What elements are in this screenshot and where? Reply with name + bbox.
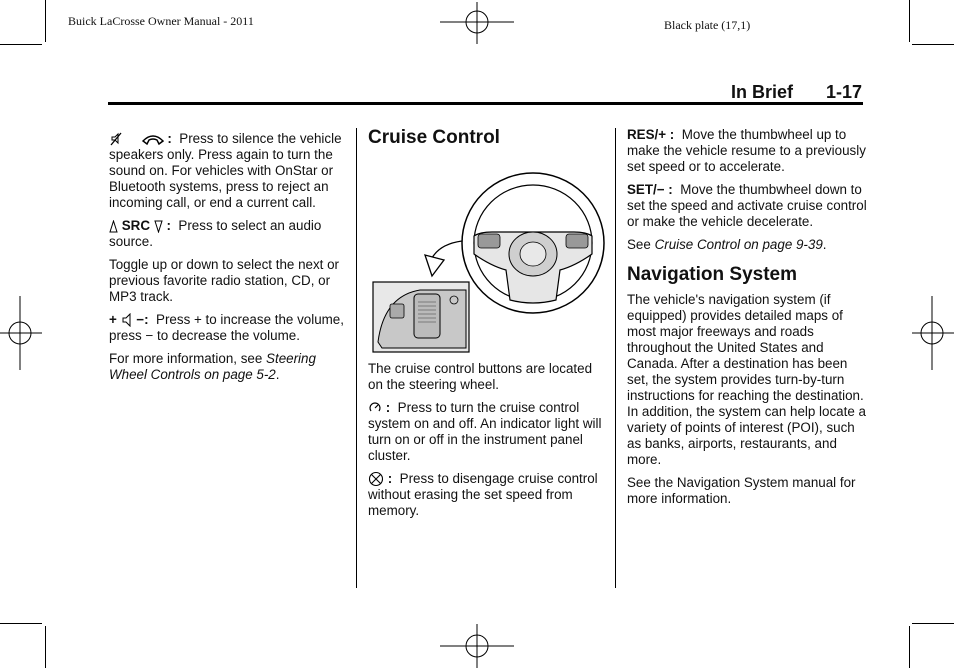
more-info-paragraph [109,351,349,383]
manual-title: Buick LaCrosse Owner Manual - 2011 [68,14,254,28]
cancel-text: Press to disengage cruise control without erasing the set speed from memory. [368,471,598,519]
crop-mark [45,626,46,668]
column-divider [615,128,616,588]
triangle-down-icon [154,220,163,233]
cruise-control-link[interactable]: Cruise Control on page 9-39 [654,237,823,252]
crop-mark [45,0,46,42]
volume-text: Press + to increase the volume, press − to decrease the volume. [109,312,344,343]
cruise-on-off-icon [368,401,382,415]
res-paragraph [627,127,867,175]
volume-paragraph [109,312,349,344]
triangle-up-icon [109,220,118,233]
steering-wheel-illustration [370,166,606,356]
mute-icon [109,132,123,146]
column-right [627,127,867,514]
crop-mark [912,623,954,624]
see-suffix: . [822,237,827,252]
speaker-icon [121,313,133,327]
set-label: SET/− : [627,182,673,197]
registration-mark-icon [912,296,954,370]
column-left [109,131,349,390]
res-label: RES/+ : [627,127,675,142]
on-off-colon: : [385,400,391,415]
src-text: Press to select an audio source. [109,218,322,249]
cruise-control-heading: Cruise Control [368,127,500,148]
column-divider [356,128,357,588]
call-end-icon [142,133,164,146]
src-label: SRC [121,218,151,233]
plate-label: Black plate (17,1) [664,18,751,32]
set-paragraph [627,182,867,230]
mute-text: Press to silence the vehicle speakers only. Press again to turn the sound on. For vehicles with OnStar or Bluetooth systems, press to reject an incoming call, or end a current call. [109,131,342,210]
src-paragraph [109,218,349,250]
toggle-paragraph: Toggle up or down to select the next or previous favorite radio station, CD, or MP3 track. [109,257,340,304]
navigation-manual-paragraph: See the Navigation System manual for more information. [627,475,856,506]
mute-colon: : [167,131,172,146]
cruise-cancel-paragraph [368,471,604,519]
registration-mark-icon [440,2,514,44]
cruise-cancel-icon [368,471,384,487]
column-middle [368,361,604,526]
see-prefix: See [627,237,651,252]
cancel-colon: : [387,471,393,486]
header-rule [108,102,863,105]
steering-wheel-controls-link[interactable]: Steering Wheel Controls on page 5-2 [109,351,316,382]
cruise-intro: The cruise control buttons are located on the steering wheel. [368,361,593,392]
see-cruise-paragraph [627,237,867,253]
page-number: 1-17 [826,82,863,102]
navigation-paragraph: The vehicle's navigation system (if equipped) provides detailed maps of most major freeways and roads throughout the United States and Canada. After a destination has been set, the system provides turn-by-turn instructions for reaching the destination. In addition, the system can help locate a variety of points of interest (POI), such as banks, airports, restaurants, and more. [627,292,866,467]
mute-paragraph [109,131,349,211]
cruise-on-off-paragraph [368,400,604,464]
crop-mark [909,0,910,42]
crop-mark [912,44,954,45]
crop-mark [0,44,42,45]
more-info-suffix: . [275,367,280,382]
section-title: In Brief [731,82,794,102]
volume-minus: −: [136,312,149,327]
on-off-text: Press to turn the cruise control system on and off. An indicator light will turn on or off in the instrument panel cluster. [368,400,602,463]
navigation-heading: Navigation System [627,264,797,285]
more-info-prefix: For more information, see [109,351,263,366]
registration-mark-icon [0,296,42,370]
volume-plus: + [109,312,117,327]
set-text: Move the thumbwheel down to set the speed and activate cruise control or make the vehicle decelerate. [627,182,867,229]
res-text: Move the thumbwheel up to make the vehicle resume to a previously set speed or to accelerate. [627,127,866,174]
crop-mark [0,623,42,624]
crop-mark [909,626,910,668]
src-colon: : [166,218,171,233]
registration-mark-icon [440,624,514,668]
